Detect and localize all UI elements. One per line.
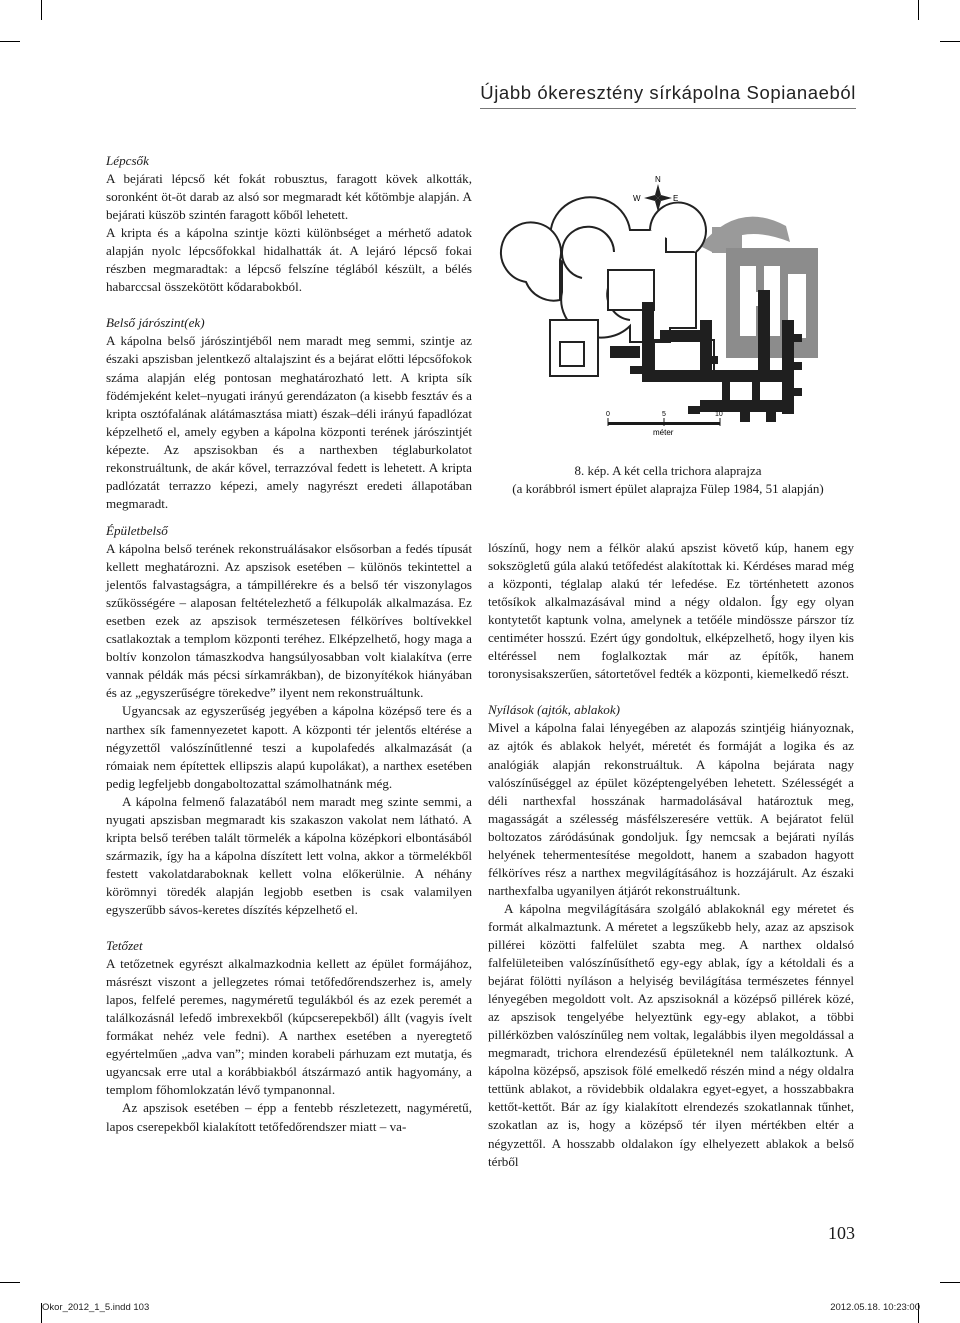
scale-unit: méter [653, 428, 674, 437]
section-heading: Belső járószint(ek) [106, 315, 205, 331]
crop-mark [918, 0, 919, 20]
figure-caption [480, 462, 856, 498]
scale-label-5: 5 [662, 411, 666, 418]
section-heading: Épületbelső [106, 523, 168, 538]
crop-mark [41, 0, 42, 20]
caption-line-1: 8. kép. A két cella trichora alaprajza [574, 463, 762, 478]
left-column-top [106, 152, 472, 513]
paragraph: A bejárati lépcső két fokát robusztus, faragott kövek alkották, soronként öt-öt darab az alsó sor megmaradt két kőtömbje alapján. A bejárati küszöb szintén faragott kőből lehetett. [106, 171, 472, 223]
scale-label-0: 0 [606, 411, 610, 418]
paragraph: A kápolna megvilágítására szolgáló ablakoknál egy méretet és formát alkalmaztunk. A méretet a legszűkebb hely, azaz az apszisok pillérei közötti falfelület szabta meg. A narthex oldalsó falfelületeiben valószínűsíthető egy-egy ablak, így a kétoldali és a bejárat fölötti nyíláson a helyiség bevilágítása természetes fénnyel lényegében megoldott volt. Az apszisoknál a középső pillérek közé, az apszisok tengelyébe helyeztünk egy-egy ablakot, a többi pillérközben valószínűleg nem voltak, legalábbis ilyen megoldással a megmaradt, trichora elrendezésű épületeknél nem találkoztunk. A kápolna középső, apszisok fölé emelkedő részén mind a négy oldalra tettünk ablakot, a rövidebbik oldalakra egyet-egyet, a hosszabbakra kettőt-kettőt. Bár az így kialakított elrendezés szokatlannak tűnhet, szokatlan az is, hogy a középső tér ilyen mértékben eltér a négyzettől. A hosszabb oldalakon így elhelyezett ablakok a belső térből [488, 900, 854, 1169]
section-heading: Lépcsők [106, 153, 149, 168]
paragraph: lószínű, hogy nem a félkör alakú apszist követő kúp, hanem egy sokszögletű gúla alakú tetőfedést alakítottak ki. Kérdéses marad még a központi, téglalap alakú tér lefedése. Ez történhetett azonos tetősíkok alkalmazásával mind a négy oldalon. Így egy olyan kontytetőt kaptunk volna, amelynek a tetőéle mindössze párszor tíz centiméter hosszú. Ezért úgy gondoltuk, elképzelhető, hogy ilyen kis eltéréssel nem foglalkoztak már az építők, hanem toronysisakszerűen, sátortetővel fedték a központi, kiemelkedő részt. [488, 540, 854, 682]
header-rule [480, 108, 856, 109]
running-head: Újabb ókeresztény sírkápolna Sopianaeból [480, 82, 856, 103]
scale-bar [606, 411, 723, 437]
crop-mark [940, 1282, 960, 1283]
slug-filename: Okor_2012_1_5.indd 103 [42, 1302, 150, 1313]
paragraph: A kripta és a kápolna szintje közti különbséget a mérhető adatok alapján nyolc lépcsőfokkal hidalhatták át. A lejáró lépcső fokai részben megmaradtak: a lépcső felszíne téglából készült, a bélés habarccsal összekötött kődarabokból. [106, 225, 472, 295]
paragraph: A kápolna belső terének rekonstruálásakor elsősorban a fedés típusát kellett meghatározni. Az apszisok esetében – különös tekintettel a jelentős falvastagságra, a támpillérekre és a belső tér viszonylagos szűkösségére – alaposan feltételezhető a félkupolák alkalmazása. Ez esetben ezek az apszisok természetesen félköríves boltívekkel csatlakoztak a templom központi teréhez. Elképzelhető, hogy maga a boltív konzolon támaszkodva hangsúlyosabban volt kialakítva (erre vannak példák más pécsi sírkamrákban), de bizonyítékok hiányában és az „egyszerűségre törekedve” ilyent nem rekonstruáltunk. [106, 541, 472, 701]
paragraph: A tetőzetnek egyrészt alkalmazkodnia kellett az épület formájához, másrészt viszont a jellegzetes római tetőfedőrendszerhez is, amely lapos, felfelé peremes, nagyméretű tegulákból és az ezek peremét a találkozásnál lefedő imbrexekből (kúpcserepekből) állt (vagyis ívelt formákat nehéz vele fedni). A narthex esetében a nyeregtető egyértelműen „adva van”; minden korabeli párhuzam ezt mutatja, és ugyancsak erre utal a korábbiakból átszármazó antik hagyomány, a templom főhomlokzatán lévő tympanonnal. [106, 956, 472, 1098]
crop-mark [940, 41, 960, 42]
compass-n: N [655, 175, 661, 184]
page-number: 103 [828, 1223, 855, 1243]
paragraph: Mivel a kápolna falai lényegében az alapozás szintjéig hiányoznak, az ajtók és ablakok helyét, méretét és formáját a logika és az analógiák alapján rekonstruáltuk. A kápolna bejárata nagy valószínűséggel az épület középtengelyében lehetett. Szélességét a déli narthexfal hosszának harmadolásával határoztuk meg, magasságát a szélesség másfélszeresére vettük. A bejáratot felül boltozatos záródásúnak gondoljuk. Így nemcsak a bejárati nyílás helyének tehermentesítése megoldott, hanem a szabadon hagyott félköríves rész a narthex megvilágításához is hozzájárult. Az északi narthexfalba ugyanilyen átjárót rekonstruáltunk. [488, 720, 854, 898]
crop-mark [0, 41, 20, 42]
paragraph: A kápolna felmenő falazatából nem maradt meg szinte semmi, a nyugati apszisban megmaradt kis szakaszon vakolat nem látható. A kripta belső terében talált törmelék a kápolna középkori elbontásából származik, így ha a kápolna díszített lett volna, akkor a törmelékből festett vakolatdaraboknak kellett volna előkerülnie. A néhány körömnyi töredék alapján legjobb esetben is csak valamilyen egyszerűbb sávos-keretes díszítés képzelhető el. [106, 793, 472, 917]
earlier-building-plan [501, 197, 714, 380]
left-column-bottom [106, 522, 472, 1136]
paragraph: Az apszisok esetében – épp a fentebb részletezett, nagyméretű, lapos cserepekből kialakított tetőfedőrendszer miatt – va- [106, 1100, 472, 1134]
caption-line-2: (a korábbról ismert épület alaprajza Fülep 1984, 51 alapján) [512, 481, 824, 496]
section-heading: Nyílások (ajtók, ablakok) [488, 702, 620, 718]
scale-label-10: 10 [715, 411, 723, 418]
paragraph: A kápolna belső járószintjéből nem maradt meg semmi, szintje az északi apszisban jelentkező altalajszint és a bejárat előtti lépcsőfokok száma alapján elég pontosan meghatározható lett. A kripta sík födémjeként kelet–nyugati irányú gerendázaton (a kisebb fesztáv és a kripta osztófalának alátámasztása miatt) észak–déli irányú fapadlózat képzelhető el, amely egyben a kápolna központi terének járószintjét képezte. Az apszisokban és a narthexben téglaburkolatot rekonstruáltunk, de akár kővel, terrazzóval fedett is lehetett. A kripta padlózatát terrazzo képezi, amely nagyrészt eredeti állapotában megmaradt. [106, 333, 472, 511]
crop-mark [0, 1282, 20, 1283]
compass-w: W [633, 194, 641, 203]
slug-timestamp: 2012.05.18. 10:23:00 [830, 1302, 920, 1313]
paragraph: Ugyancsak az egyszerűség jegyében a kápolna középső tere és a narthex sík famennyezetet kapott. A központi tér jelentős eltérése a négyzettől valószínűtlenné teszi a kupolafedés alkalmazását (a rómaiak nem építettek ellipszis alapú kupolákat), a narthex esetében pedig legfeljebb dongaboltozattal számolhatnánk még. [106, 703, 472, 791]
section-heading: Tetőzet [106, 938, 143, 954]
floor-plan-figure [490, 170, 860, 440]
right-column-bottom [488, 539, 854, 1171]
compass-e: E [673, 194, 679, 203]
